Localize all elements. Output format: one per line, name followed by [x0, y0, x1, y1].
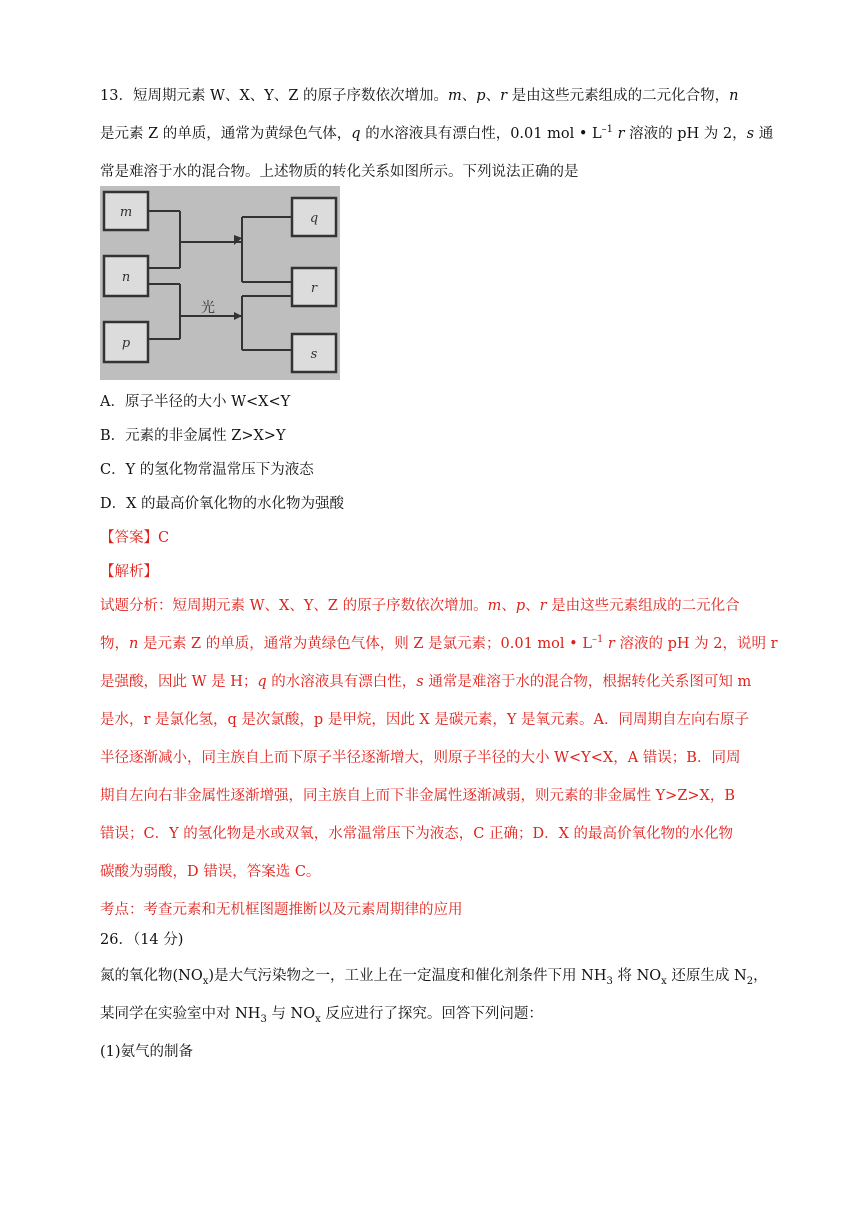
option-b: B．元素的非金属性 Z>X>Y — [100, 428, 286, 444]
analysis-line-5: 半径逐渐减小，同主族自上而下原子半径逐渐增大，则原子半径的大小 W<Y<X，A 错误；B．同周 — [100, 750, 741, 766]
label-n: n — [121, 270, 131, 285]
label-s: s — [310, 347, 318, 362]
analysis-body — [100, 596, 778, 920]
q13-line-2: 是元素 Z 的单质，通常为黄绿色气体，q 的水溶液具有漂白性，0.01 mol • $L^{-1}$ r 溶液的 pH 为 2，s 通 — [100, 124, 774, 142]
analysis-line-2: 物，n 是元素 Z 的单质，通常为黄绿色气体，则 Z 是氯元素；0.01 mol • $L^{-1}$ r 溶液的 pH 为 2，说明 r — [100, 634, 778, 652]
option-a: A．原子半径的大小 W<X<Y — [100, 394, 291, 410]
label-m: m — [119, 205, 133, 220]
q26-line-2: 某同学在实验室中对 $NH_3$ 与 $NO_x$ 反应进行了探究。回答下列问题： — [100, 1006, 543, 1025]
q26-header: 26．（14 分) — [100, 932, 184, 948]
analysis-line-6: 期自左向右非金属性逐渐增强，同主族自上而下非金属性逐渐减弱，则元素的非金属性 Y>Z>X，B — [100, 788, 736, 804]
analysis-line-8: 碳酸为弱酸，D 错误，答案选 C。 — [100, 864, 321, 880]
label-p: p — [121, 336, 131, 351]
label-q: q — [309, 211, 319, 226]
q26-line-1: 氮的氧化物$(NO_x)$是大气污染物之一，工业上在一定温度和催化剂条件下用 $NH_3$ 将 $NO_x$ 还原生成 $N_2$， — [100, 968, 768, 987]
reaction-diagram — [100, 186, 340, 380]
q13-line-3: 常是难溶于水的混合物。上述物质的转化关系如图所示。下列说法正确的是 — [100, 164, 579, 180]
light-condition-label: 光 — [201, 300, 215, 316]
option-d: D．X 的最高价氧化物的水化物为强酸 — [100, 496, 345, 512]
analysis-line-4: 是水，r 是氯化氢，q 是次氯酸，p 是甲烷，因此 X 是碳元素，Y 是氧元素。A．同周期自左向右原子 — [100, 712, 750, 728]
kaodian-line: 考点：考查元素和无机框图题推断以及元素周期律的应用 — [100, 902, 463, 918]
analysis-line-7: 错误；C．Y 的氢化物是水或双氧，水常温常压下为液态，C 正确；D．X 的最高价氧化物的水化物 — [100, 826, 734, 842]
analysis-line-3: 是强酸，因此 W 是 H；q 的水溶液具有漂白性，s 通常是难溶于水的混合物，根据转化关系图可知 m — [100, 674, 752, 690]
option-c: C．Y 的氢化物常温常压下为液态 — [100, 462, 314, 478]
analysis-heading: 【解析】 — [100, 564, 158, 580]
analysis-line-1: 试题分析：短周期元素 W、X、Y、Z 的原子序数依次增加。m、p、r 是由这些元素组成的二元化合 — [100, 598, 740, 614]
q26-line-3: (1)氨气的制备 — [100, 1044, 194, 1060]
q13-line-1: 13．短周期元素 W、X、Y、Z 的原子序数依次增加。m、p、r 是由这些元素组成的二元化合物，n — [100, 88, 739, 104]
label-r: r — [310, 281, 318, 296]
answer: 【答案】C — [100, 530, 170, 546]
document-page — [100, 86, 778, 1062]
reaction-diagram-figure — [100, 186, 340, 380]
